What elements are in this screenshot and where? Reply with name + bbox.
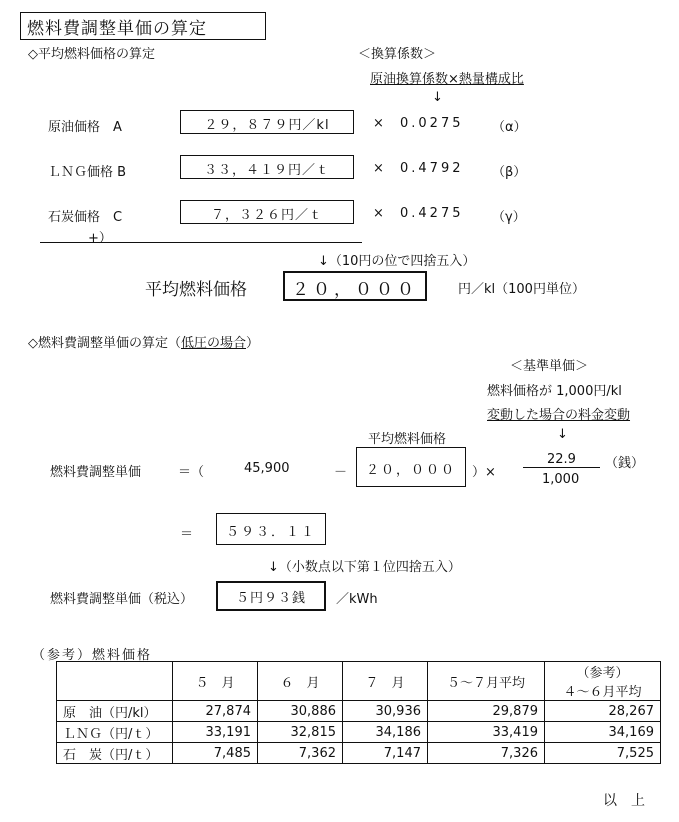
table-cell: 7,362 [258, 743, 343, 764]
table-cell: 34,186 [343, 722, 428, 743]
section2-heading [28, 332, 259, 351]
section2-heading-underlined: 低圧の場合 [181, 336, 247, 351]
ref-col-prev-avg-line1: （参考） [576, 666, 629, 681]
table-cell: 7,326 [428, 743, 545, 764]
row-c-greek: （γ） [492, 210, 526, 225]
ref-header-row [57, 662, 661, 701]
row-b-value: ３３，４１９円／ｔ [203, 163, 330, 178]
ref-col-jun: ６ 月 [258, 662, 343, 701]
row-b-greek: （β） [492, 165, 527, 180]
row-a-greek: （α） [492, 120, 527, 135]
table-cell: 33,191 [173, 722, 258, 743]
avg-price-label: 平均燃料価格 [145, 280, 247, 300]
table-cell: 7,485 [173, 743, 258, 764]
conv-sub: 原油換算係数×熱量構成比 [370, 72, 524, 87]
formula-eq-open: ＝（ [178, 465, 205, 480]
footer-end: 以 上 [603, 793, 645, 809]
ref-col-prev-avg [545, 662, 661, 701]
denominator: 1,000 [542, 472, 580, 487]
base-line1: 燃料価格が 1,000円/kl [487, 384, 622, 399]
ref-row-label: 石 炭（円/ｔ） [57, 743, 173, 764]
close-times: ）× [472, 465, 496, 480]
ref-col-avg: ５～７月平均 [428, 662, 545, 701]
row-a-value: ２９，８７９円／kl [204, 118, 330, 133]
base-price: 45,900 [244, 461, 290, 476]
section2-heading-prefix: ◇燃料費調整単価の算定（ [28, 336, 181, 351]
row-a-times: × [373, 116, 384, 131]
eq2: ＝ [180, 527, 194, 542]
base-header: ＜基準単価＞ [510, 359, 589, 374]
table-cell: 30,886 [258, 701, 343, 722]
ref-row-label: 原 油（円/kl） [57, 701, 173, 722]
row-a-coef: 0.0275 [400, 116, 464, 131]
table-cell: 27,874 [173, 701, 258, 722]
table-row [57, 701, 661, 722]
section2-heading-suffix: ） [246, 336, 260, 351]
down-arrow-2: ↓ [557, 427, 568, 442]
ref-heading: （参考）燃料価格 [32, 648, 153, 663]
sum-line [40, 242, 362, 243]
ref-col-may: ５ 月 [173, 662, 258, 701]
ref-col-prev-avg-line2: ４～６月平均 [563, 685, 642, 700]
tax-label: 燃料費調整単価（税込） [50, 592, 194, 607]
table-cell: 32,815 [258, 722, 343, 743]
row-b-label: ＬＮＧ価格 B [48, 165, 127, 180]
unit-sen: （銭） [605, 456, 645, 471]
conv-header: ＜換算係数＞ [358, 47, 437, 62]
table-cell: 28,267 [545, 701, 661, 722]
tax-unit: ／kWh [336, 592, 378, 607]
result-value: ５９３．１１ [225, 525, 316, 540]
fraction-bar [523, 467, 600, 468]
numerator: 22.9 [547, 452, 576, 467]
table-cell: 34,169 [545, 722, 661, 743]
plus-sign: +） [88, 231, 112, 246]
row-c-coef: 0.4275 [400, 206, 464, 221]
page-title: 燃料費調整単価の算定 [27, 19, 207, 39]
section1-heading: ◇平均燃料価格の算定 [28, 47, 155, 62]
table-cell: 7,147 [343, 743, 428, 764]
round-note-2: ↓（小数点以下第１位四捨五入） [268, 560, 461, 575]
tax-value: ５円９３銭 [235, 591, 306, 606]
avg-value-2: ２０，０００ [365, 463, 456, 478]
table-cell: 33,419 [428, 722, 545, 743]
row-a-label: 原油価格 A [48, 120, 122, 135]
table-row [57, 722, 661, 743]
round-note-1: ↓（10円の位で四捨五入） [318, 254, 476, 269]
row-c-times: × [373, 206, 384, 221]
minus-sign: － [334, 465, 348, 480]
avg-price-value: ２０，０００ [292, 280, 418, 300]
table-row [57, 743, 661, 764]
ref-table [56, 661, 661, 764]
table-cell: 30,936 [343, 701, 428, 722]
table-cell: 7,525 [545, 743, 661, 764]
ref-row-label: ＬＮＧ（円/ｔ） [57, 722, 173, 743]
avg-caption: 平均燃料価格 [368, 432, 447, 447]
row-b-times: × [373, 161, 384, 176]
avg-price-unit: 円／kl（100円単位） [458, 282, 585, 297]
down-arrow: ↓ [432, 90, 443, 105]
base-line2: 変動した場合の料金変動 [487, 408, 631, 423]
table-cell: 29,879 [428, 701, 545, 722]
ref-header-blank [57, 662, 173, 701]
formula-label: 燃料費調整単価 [50, 465, 142, 480]
ref-col-jul: ７ 月 [343, 662, 428, 701]
row-c-value: ７，３２６円／ｔ [210, 208, 323, 223]
row-c-label: 石炭価格 C [48, 210, 123, 225]
row-b-coef: 0.4792 [400, 161, 464, 176]
